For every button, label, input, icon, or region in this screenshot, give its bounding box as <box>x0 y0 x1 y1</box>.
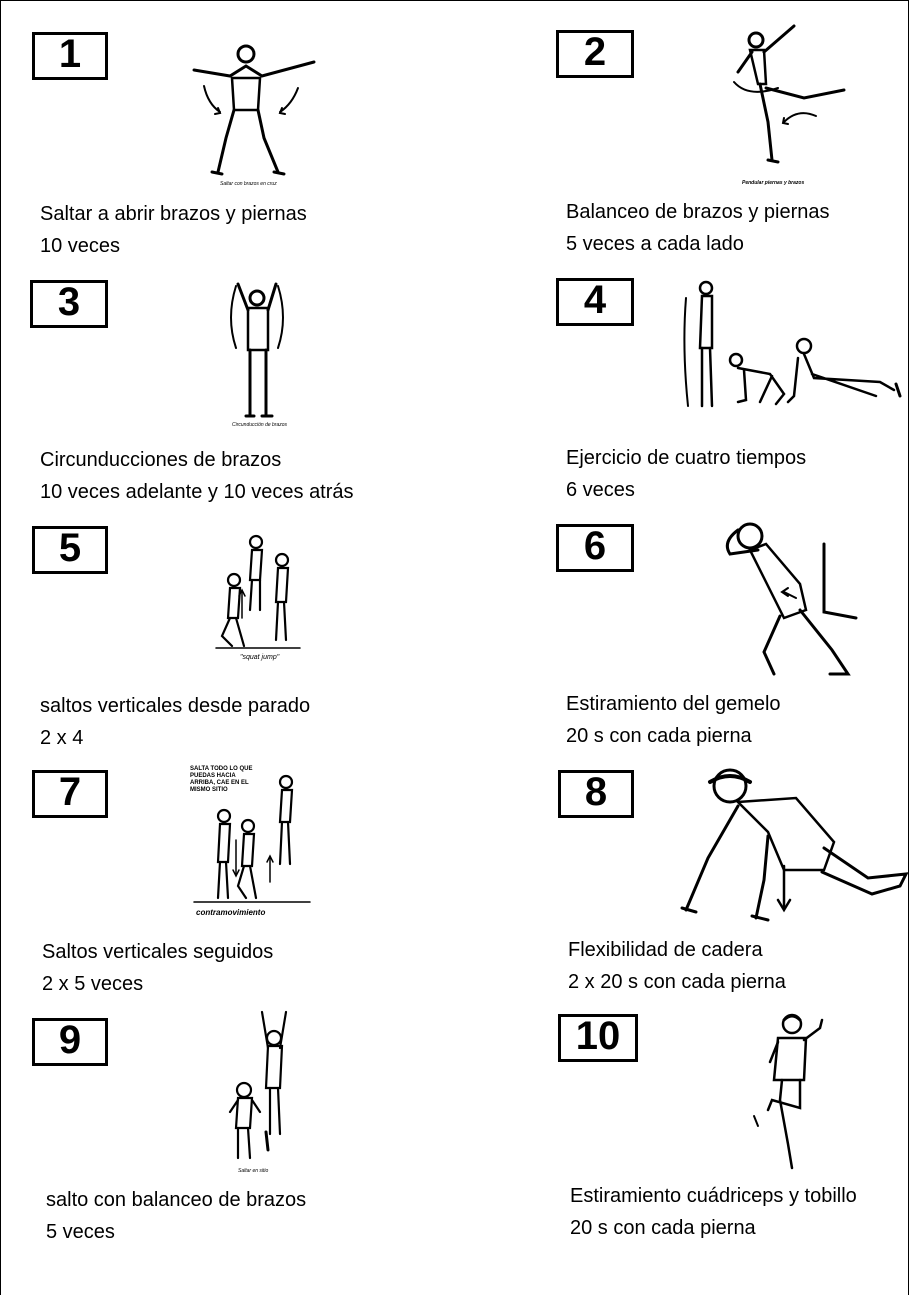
exercise-number-7: 7 <box>32 770 108 818</box>
exercise-detail-10: 20 s con cada pierna <box>570 1217 756 1239</box>
exercise-caption-2: Pendular piernas y brazos <box>742 180 805 186</box>
exercise-detail-2: 5 veces a cada lado <box>566 233 744 255</box>
exercise-number-1: 1 <box>32 32 108 80</box>
exercise-caption-9: Saltar en sitio <box>238 1168 269 1174</box>
exercise-number-6: 6 <box>556 524 634 572</box>
exercise-detail-5: 2 x 4 <box>40 727 84 749</box>
exercise-detail-4: 6 veces <box>566 479 635 501</box>
exercise-detail-7: 2 x 5 veces <box>42 973 144 995</box>
exercise-number-9: 9 <box>32 1018 108 1066</box>
exercise-title-7: Saltos verticales seguidos <box>42 941 274 963</box>
exercise-number-2: 2 <box>556 30 634 78</box>
exercise-detail-3: 10 veces adelante y 10 veces atrás <box>40 481 354 503</box>
exercise-title-3: Circunducciones de brazos <box>40 449 282 471</box>
arm-swing-jump-icon <box>222 1008 302 1168</box>
exercise-number-3: 3 <box>30 280 108 328</box>
exercise-caption-7: contramovimiento <box>196 908 266 917</box>
exercise-number-5: 5 <box>32 526 108 574</box>
exercise-caption-3: Circunducción de brazos <box>232 422 288 428</box>
border-top <box>0 0 909 1</box>
border-left <box>0 0 1 1295</box>
squat-jump-icon <box>212 532 302 652</box>
countermovement-jump-icon <box>192 770 312 910</box>
exercise-title-4: Ejercicio de cuatro tiempos <box>566 447 807 469</box>
exercise-detail-6: 20 s con cada pierna <box>566 725 752 747</box>
arm-circle-icon <box>222 278 292 423</box>
four-count-icon <box>680 278 905 413</box>
exercise-title-6: Estiramiento del gemelo <box>566 693 781 715</box>
exercise-title-8: Flexibilidad de cadera <box>568 939 763 961</box>
exercise-title-5: saltos verticales desde parado <box>40 695 311 717</box>
exercise-number-8: 8 <box>558 770 634 818</box>
jumping-jack-icon <box>190 42 320 187</box>
exercise-title-1: Saltar a abrir brazos y piernas <box>40 203 307 225</box>
exercise-number-4: 4 <box>556 278 634 326</box>
exercise-detail-9: 5 veces <box>46 1221 115 1243</box>
exercise-title-9: salto con balanceo de brazos <box>46 1189 307 1211</box>
hip-stretch-icon <box>672 762 908 930</box>
exercise-caption-1: Saltar con brazos en cruz <box>220 181 277 187</box>
exercise-title-2: Balanceo de brazos y piernas <box>566 201 830 223</box>
exercise-caption-5: "squat jump" <box>240 654 280 661</box>
exercise-detail-1: 10 veces <box>40 235 121 257</box>
exercise-note-7: SALTA TODO LO QUE PUEDAS HACIA ARRIBA, CAE EN EL MISMO SITIO <box>190 766 253 793</box>
leg-swing-icon <box>728 22 853 172</box>
exercise-number-10: 10 <box>558 1014 638 1062</box>
exercise-detail-8: 2 x 20 s con cada pierna <box>568 971 786 993</box>
quad-stretch-icon <box>744 1008 829 1173</box>
calf-stretch-icon <box>720 514 860 684</box>
exercise-title-10: Estiramiento cuádriceps y tobillo <box>570 1185 857 1207</box>
